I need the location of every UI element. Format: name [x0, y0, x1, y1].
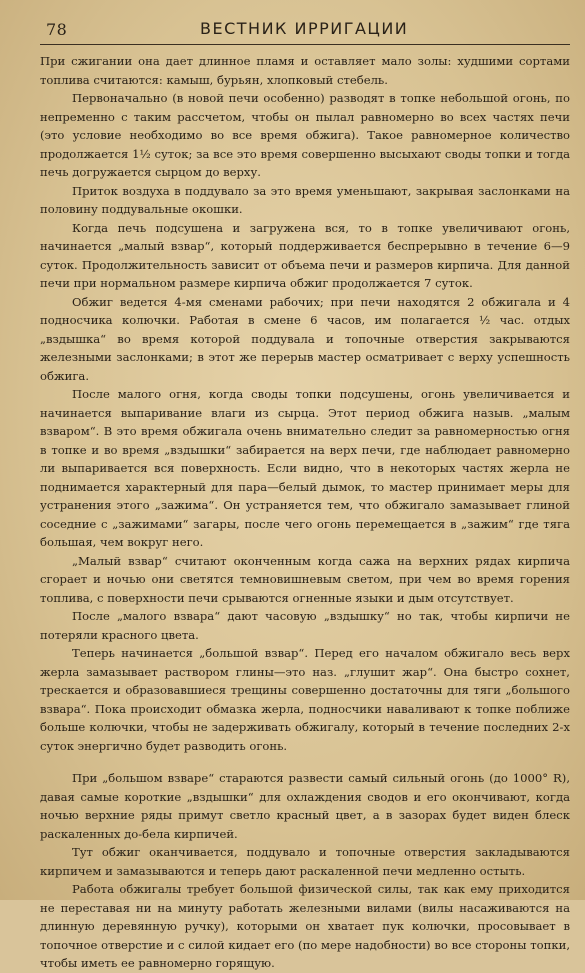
paragraph-8: После „малого взвара“ дают часовую „вздышку“ но так, чтобы кирпичи не потеряли красного цвета. [40, 609, 570, 642]
paragraph-6: После малого огня, когда своды топки подсушены, огонь увеличивается и начинается выпаривание влаги из сырца. Этот период обжига назыв. „малым взваром“. В это время обжигала очень внимательно следит за равномерностью огня в топке и во время „вздышки“ забирается на верх печи, где наблюдает равномерно ли выпаривается вся поверхность. Если видно, что в некоторых частях жерла не поднимается характерный для пара—белый дымок, то мастер принимает меры для устранения этого „зажима“. Он устраняется тем, что обжигало замазывает глиной соседние с „зажимами“ загары, после чего огонь перемещается в „зажим“ где тяга большая, чем вокруг него. [40, 387, 570, 549]
page-header [40, 14, 570, 44]
section-gap [40, 755, 570, 769]
page-number: 78 [46, 20, 68, 39]
paragraph-10: При „большом взваре“ стараются развести самый сильный огонь (до 1000° R), давая самые короткие „вздышки“ для охлаждения сводов и его окончивают, когда ночью верхние ряды примут светло красный цвет, а в зазорах будет виден блеск раскаленных до-бела кирпичей. [40, 771, 570, 841]
running-title: ВЕСТНИК ИРРИГАЦИИ [200, 19, 409, 38]
paragraph-3: Приток воздуха в поддувало за это время уменьшают, закрывая заслонками на половину поддувальные окошки. [40, 183, 570, 216]
paragraph-12: Работа обжигалы требует большой физической силы, так как ему приходится не переставая ни на минуту работать железными вилами (вилы насаживаются на длинную деревянную ручку), которыми он хватает пук колючки, просовывает в топочное отверстие и с силой кидает его (по мере надобности) во все стороны топки, чтобы иметь ее равномерно горящую. [40, 882, 570, 970]
paragraph-5: Обжиг ведется 4-мя сменами рабочих; при печи находятся 2 обжигала и 4 подносчика колючки. Работая в смене 6 часов, им полагается ½ час. отдых „вздышка“ во время которой поддувала и топочные отверстия закрываются железными заслонками; в этот же перерыв мастер осматривает с верху успешность обжига. [40, 294, 570, 383]
paragraph-2: Первоначально (в новой печи особенно) разводят в топке небольшой огонь, по непременно с таким рассчетом, чтобы он пылал равномерно во всех частях печи (это условие необходимо во все время обжига). Такое равномерное количество продолжается 1½ суток; за все это время совершенно высыхают своды топки и тогда печь догружается сырцом до верху. [40, 91, 570, 179]
paragraph-11: Тут обжиг оканчивается, поддувало и топочные отверстия закладываются кирпичем и замазываются и теперь дают раскаленной печи медленно остыть. [40, 845, 570, 878]
paragraph-7: „Малый взвар“ считают оконченным когда сажа на верхних рядах кирпича сгорает и ночью они светятся темновишневым светом, при чем во время горения топлива, с поверхности печи срываются огненные языки и дым отсутствует. [40, 553, 570, 605]
header-rule [40, 44, 570, 45]
paragraph-1: При сжигании она дает длинное пламя и оставляет мало золы: худшими сортами топлива считаются: камыш, бурьян, хлопковый стебель. [40, 54, 570, 87]
article-body [40, 52, 570, 973]
paragraph-4: Когда печь подсушена и загружена вся, то в топке увеличивают огонь, начинается „малый взвар“, который поддерживается беспрерывно в течение 6—9 суток. Продолжительность зависит от объема печи и размеров кирпича. Для данной печи при нормальном размере кирпича обжиг продолжается 7 суток. [40, 220, 570, 290]
paragraph-9: Теперь начинается „большой взвар“. Перед его началом обжигало весь верх жерла замазывает раствором глины—это наз. „глушит жар“. Она быстро сохнет, трескается и образовавшиеся трещины совершенно достаточны для тяги „большого взвара“. Пока происходит обмазка жерла, подносчики наваливают к топке поближе больше колючки, чтобы не задерживать обжигалу, который в течение последних 2-х суток энергично будет разводить огонь. [40, 646, 570, 753]
